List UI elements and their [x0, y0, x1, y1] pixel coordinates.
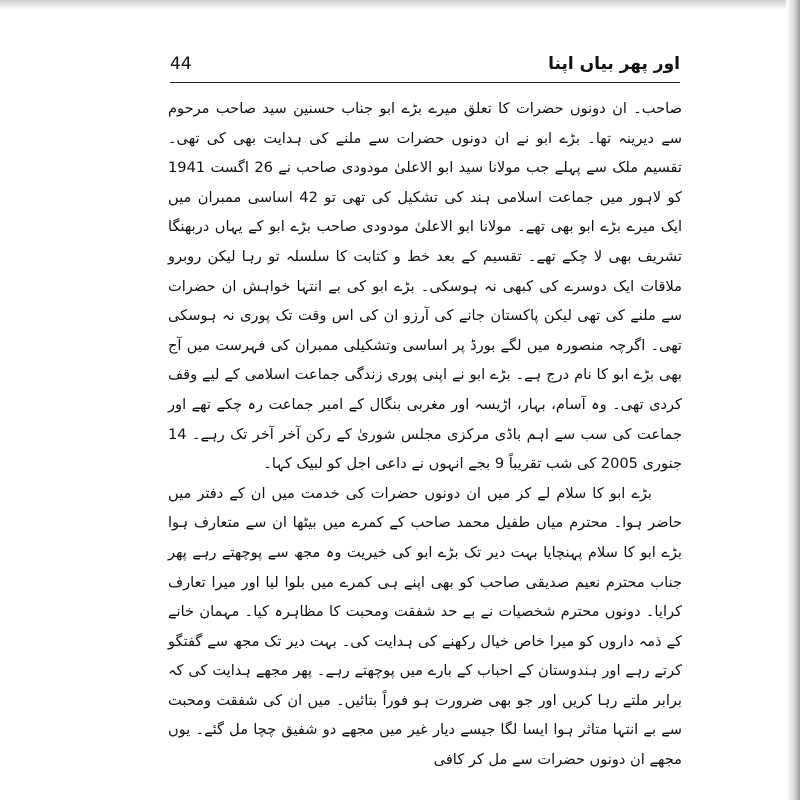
body-text	[168, 94, 682, 775]
book-page	[150, 30, 700, 790]
scan-top-shadow	[0, 0, 800, 10]
running-header	[170, 50, 680, 84]
paragraph-1: صاحب۔ ان دونوں حضرات کا تعلق میرے بڑے ابو جناب حسنین سید صاحب مرحوم سے دیرینہ تھا۔ بڑے ابو نے ان دونوں حضرات سے ملنے کی ہدایت بھی کی تھی۔ تقسیم ملک سے پہلے جب مولانا سید ابو الاعلیٰ مودودی صاحب نے 26 اگست 1941 کو لاہور میں جماعت اسلامی ہند کی تشکیل کی تھی تو 42 اساسی ممبران میں ایک میرے بڑے ابو بھی تھے۔ مولانا ابو الاعلیٰ مودودی صاحب بڑے ابو کے یہاں دربھنگا تشریف بھی لا چکے تھے۔ تقسیم کے بعد خط و کتابت کا سلسلہ تو رہا لیکن روبرو ملاقات ایک دوسرے کی کبھی نہ ہوسکی۔ بڑے ابو کی بے انتہا خواہش ان حضرات سے ملنے کی تھی لیکن پاکستان جانے کی آرزو ان کی اس وقت تک پوری نہ ہوسکی تھی۔ اگرچہ منصورہ میں لگے بورڈ پر اساسی وتشکیلی ممبران کی فہرست میں آج بھی بڑے ابو کا نام درج ہے۔ بڑے ابو نے اپنی پوری زندگی جماعت اسلامی کے لیے وقف کردی تھی۔ وہ آسام، بہار، اڑیسہ اور مغربی بنگال کے امیر جماعت رہ چکے تھے اور جماعت کی سب سے اہم باڈی مرکزی مجلس شوریٰ کے رکن آخر آخر تک رہے۔ 14 جنوری 2005 کی شب تقریباً 9 بجے انہوں نے داعی اجل کو لبیک کہا۔	[168, 100, 682, 473]
paragraph-2: بڑے ابو کا سلام لے کر میں ان دونوں حضرات کی خدمت میں ان کے دفتر میں حاضر ہوا۔ محترم میاں طفیل محمد صاحب کے کمرے میں بیٹھا ان سے متعارف ہوا بڑے ابو کا سلام پہنچایا بہت دیر تک بڑے ابو کی خیریت وہ مجھ سے پوچھتے رہے پھر جناب محترم نعیم صدیقی صاحب کو بھی اپنے ہی کمرے میں بلوا لیا اور میرا تعارف کرایا۔ دونوں محترم شخصیات نے بے حد شفقت ومحبت کا مظاہرہ کیا۔ مہمان خانے کے ذمہ داروں کو میرا خاص خیال رکھنے کی ہدایت کی۔ بہت دیر تک مجھ سے گفتگو کرتے رہے اور ہندوستان کے احباب کے بارے میں پوچھتے رہے۔ پھر مجھے ہدایت کی کہ برابر ملتے رہا کریں اور جو بھی ضرورت ہو فوراً بتائیں۔ میں ان کی شفقت ومحبت سے بے انتہا متاثر ہوا ایسا لگا جیسے دیار غیر میں مجھے دو شفیق چچا مل گئے۔ یوں مجھے ان دونوں حضرات سے مل کر کافی	[168, 484, 682, 769]
header-rule	[170, 82, 680, 83]
scan-right-shadow	[786, 0, 800, 800]
page-number: 44	[170, 54, 192, 74]
running-title: اور پھر بیاں اپنا	[548, 54, 680, 74]
